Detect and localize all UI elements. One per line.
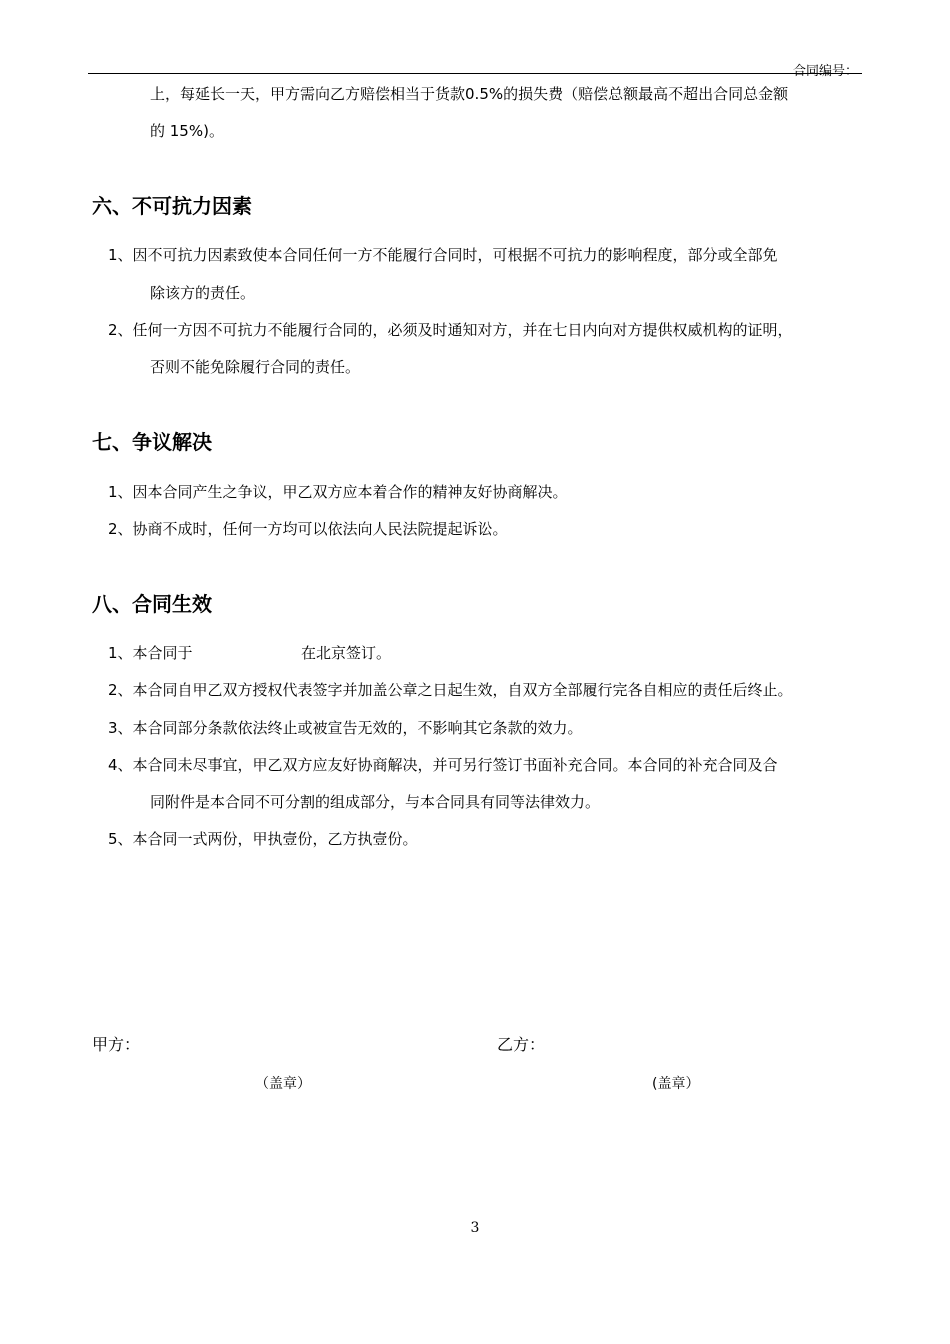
section-8-item-3: 3、本合同部分条款依法终止或被宣告无效的，不影响其它条款的效力。 xyxy=(108,719,583,737)
continuation-line-2: 的 15%)。 xyxy=(150,122,224,140)
section-8-item-5: 5、本合同一式两份，甲执壹份，乙方执壹份。 xyxy=(108,830,418,848)
contract-number-label: 合同编号： xyxy=(792,64,858,79)
section-6-title: 六、不可抗力因素 xyxy=(92,194,252,218)
section-8-item-4-line-1: 4、本合同未尽事宜，甲乙双方应友好协商解决，并可另行签订书面补充合同。本合同的补充合同及合 xyxy=(108,756,778,774)
continuation-line-1: 上，每延长一天，甲方需向乙方赔偿相当于货款0.5%的损失费（赔偿总额最高不超出合同总金额 xyxy=(150,85,789,103)
section-6-item-2-line-2: 否则不能免除履行合同的责任。 xyxy=(150,358,361,376)
header-divider xyxy=(88,73,862,74)
section-8-title: 八、合同生效 xyxy=(92,592,212,616)
section-8-item-1-suffix: 在北京签订。 xyxy=(301,644,392,662)
section-6-item-1-line-1: 1、因不可抗力因素致使本合同任何一方不能履行合同时，可根据不可抗力的影响程度，部分或全部免 xyxy=(108,246,778,264)
page-number: 3 xyxy=(470,1220,480,1236)
section-8-item-1-prefix: 1、本合同于 xyxy=(108,644,193,662)
party-b-seal: (盖章） xyxy=(652,1076,700,1092)
section-7-item-2: 2、协商不成时，任何一方均可以依法向人民法院提起诉讼。 xyxy=(108,520,508,538)
party-a-label: 甲方： xyxy=(92,1035,141,1054)
section-6-item-1-line-2: 除该方的责任。 xyxy=(150,284,256,302)
party-b-label: 乙方： xyxy=(497,1035,546,1054)
section-8-item-2: 2、本合同自甲乙双方授权代表签字并加盖公章之日起生效，自双方全部履行完各自相应的责任后终止。 xyxy=(108,681,793,699)
section-7-title: 七、争议解决 xyxy=(92,430,212,454)
section-8-item-4-line-2: 同附件是本合同不可分割的组成部分，与本合同具有同等法律效力。 xyxy=(150,793,601,811)
party-a-seal: （盖章） xyxy=(255,1076,311,1092)
section-7-item-1: 1、因本合同产生之争议，甲乙双方应本着合作的精神友好协商解决。 xyxy=(108,483,568,501)
section-6-item-2-line-1: 2、任何一方因不可抗力不能履行合同的，必须及时通知对方，并在七日内向对方提供权威机构的证明， xyxy=(108,321,793,339)
